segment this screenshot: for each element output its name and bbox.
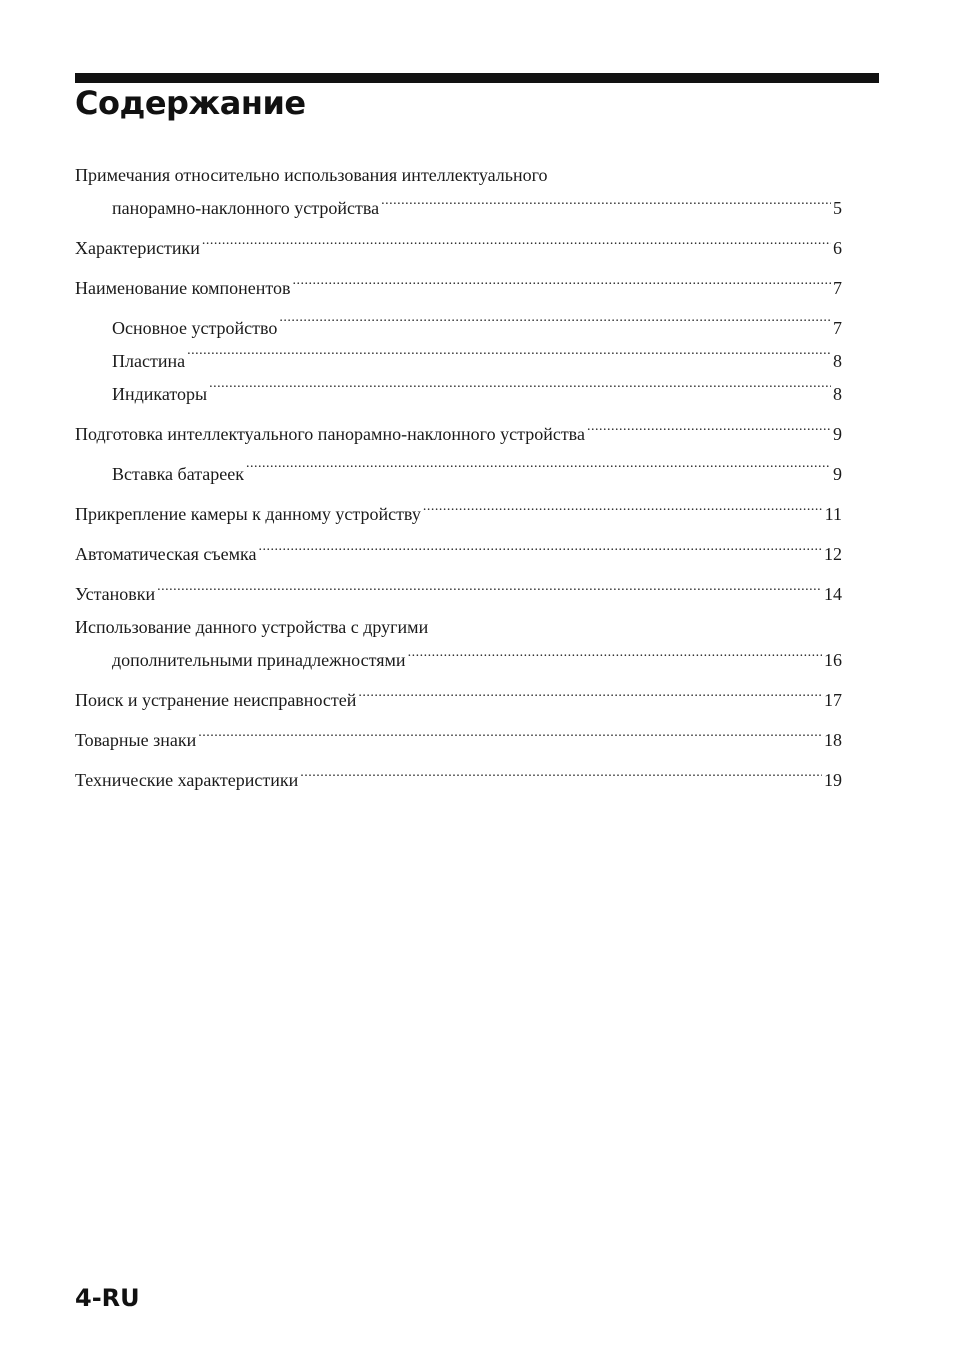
toc-entry-label: дополнительными принадлежностями	[112, 650, 406, 670]
dot-leader	[187, 334, 831, 367]
toc-page-number: 8	[833, 384, 842, 404]
toc-entry-line	[75, 268, 842, 298]
toc-page-number: 14	[824, 584, 842, 604]
toc-entry-line	[75, 574, 842, 604]
toc-entry[interactable]	[75, 268, 842, 404]
dot-leader	[246, 447, 831, 480]
toc-entry[interactable]	[75, 614, 842, 670]
toc-entry[interactable]	[75, 162, 842, 218]
toc-entry-label: Поиск и устранение неисправностей	[75, 690, 357, 710]
toc-page-number: 9	[833, 424, 842, 444]
dot-leader	[202, 228, 831, 254]
toc-subentry[interactable]	[75, 334, 842, 371]
toc-entry-line	[75, 494, 842, 524]
toc-entry-label: Технические характеристики	[75, 770, 299, 790]
toc-entry-line	[75, 760, 842, 790]
dot-leader	[198, 720, 822, 746]
toc-page-number: 19	[824, 770, 842, 790]
toc-subentry-label: Вставка батареек	[112, 464, 245, 484]
toc-page-number: 16	[824, 650, 842, 670]
toc-entry-label: Примечания относительно использования интеллектуального	[75, 165, 548, 185]
toc-subentry[interactable]	[75, 447, 842, 484]
toc-page-number: 8	[833, 351, 842, 371]
toc-entry[interactable]	[75, 534, 842, 564]
toc-subentry[interactable]	[75, 367, 842, 404]
toc-subentry[interactable]	[75, 301, 842, 338]
toc-entry[interactable]	[75, 414, 842, 484]
toc-entry-label: Установки	[75, 584, 156, 604]
toc-page-number: 18	[824, 730, 842, 750]
toc-subentry-label: Пластина	[112, 351, 186, 371]
toc-page-number: 9	[833, 464, 842, 484]
dot-leader	[279, 301, 831, 334]
toc-entry-line	[75, 228, 842, 258]
toc-entry[interactable]	[75, 494, 842, 524]
toc-subentries	[75, 301, 842, 404]
toc-entry-line	[75, 188, 842, 218]
toc-entry-label: Подготовка интеллектуального панорамно-наклонного устройства	[75, 424, 585, 444]
dot-leader	[293, 268, 831, 294]
page-title: Содержание	[75, 84, 306, 122]
toc-page-number: 17	[824, 690, 842, 710]
toc-entry[interactable]	[75, 228, 842, 258]
toc-entry-line	[75, 534, 842, 564]
toc-subentries	[75, 447, 842, 484]
dot-leader	[587, 414, 831, 440]
toc-entry-line	[75, 640, 842, 670]
toc-entry[interactable]	[75, 574, 842, 604]
toc-page-number: 12	[824, 544, 842, 564]
dot-leader	[358, 680, 822, 706]
toc-page-number: 11	[824, 504, 842, 524]
footer-page-number: 4-RU	[75, 1284, 140, 1312]
dot-leader	[381, 188, 831, 214]
toc-entry-label: Использование данного устройства с другими	[75, 617, 429, 637]
toc-page-number: 7	[833, 278, 842, 298]
top-rule	[75, 73, 879, 83]
dot-leader	[300, 760, 822, 786]
toc-entry-line	[75, 614, 842, 640]
dot-leader	[259, 534, 823, 560]
toc-entry-line	[75, 162, 842, 188]
toc-page-number: 7	[833, 318, 842, 338]
toc-entry-label: Автоматическая съемка	[75, 544, 257, 564]
toc-page-number: 6	[833, 238, 842, 258]
toc-entry[interactable]	[75, 760, 842, 790]
toc-entry[interactable]	[75, 680, 842, 710]
table-of-contents	[75, 162, 842, 800]
dot-leader	[423, 494, 823, 520]
dot-leader	[157, 574, 822, 600]
toc-subentry-label: Индикаторы	[112, 384, 208, 404]
toc-entry-label: Наименование компонентов	[75, 278, 291, 298]
toc-entry-line	[75, 414, 842, 444]
dot-leader	[209, 367, 831, 400]
toc-entry-label: панорамно-наклонного устройства	[112, 198, 380, 218]
dot-leader	[408, 640, 822, 666]
toc-entry-label: Характеристики	[75, 238, 200, 258]
toc-entry[interactable]	[75, 720, 842, 750]
toc-subentry-label: Основное устройство	[112, 318, 278, 338]
toc-entry-line	[75, 680, 842, 710]
toc-entry-line	[75, 720, 842, 750]
toc-entry-label: Прикрепление камеры к данному устройству	[75, 504, 421, 524]
toc-page-number: 5	[833, 198, 842, 218]
toc-entry-label: Товарные знаки	[75, 730, 197, 750]
